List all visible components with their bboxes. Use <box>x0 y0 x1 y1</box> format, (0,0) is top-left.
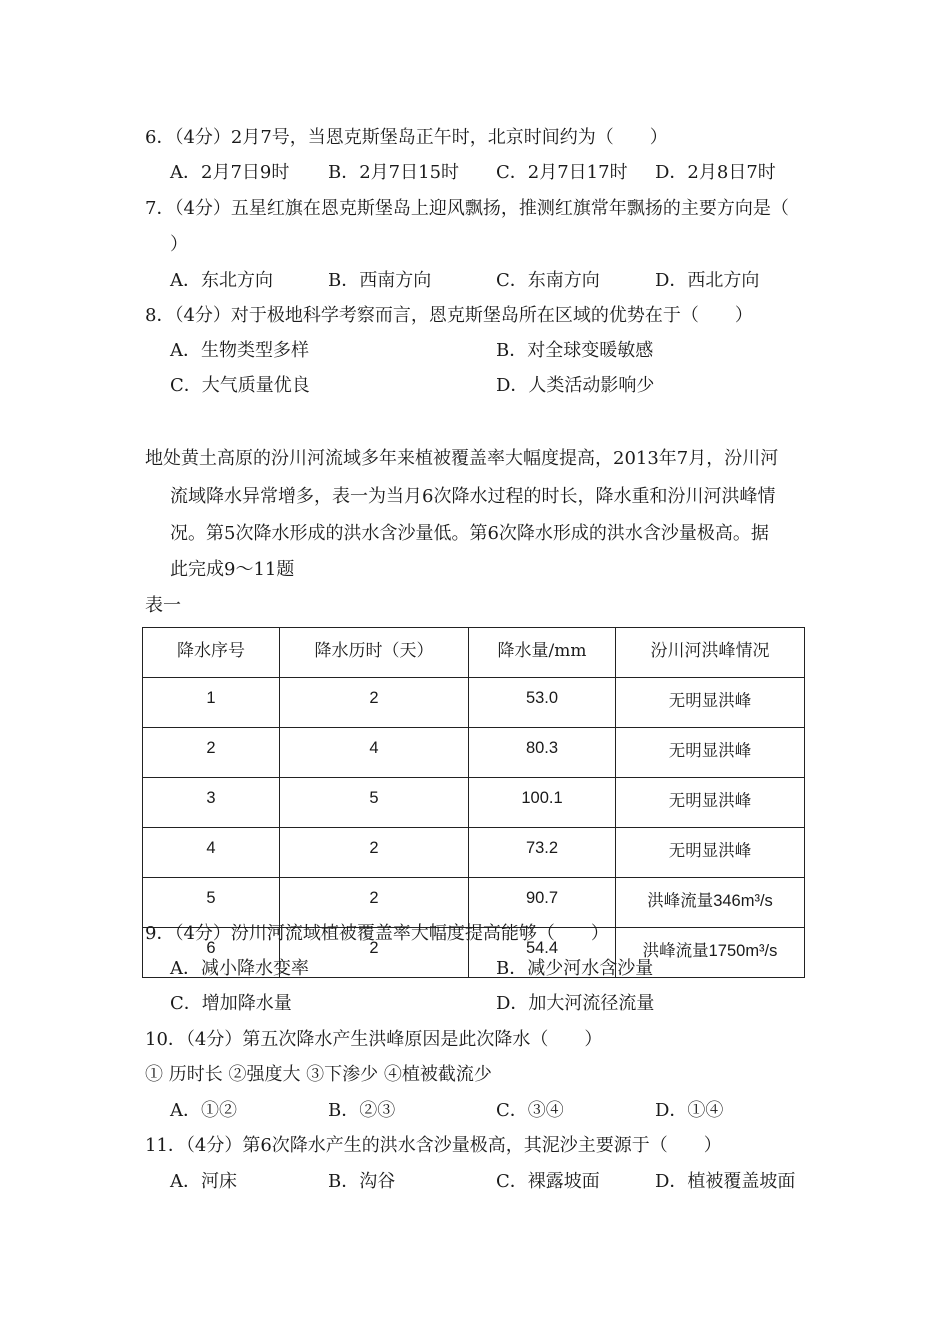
question-10-choices: ① 历时长 ②强度大 ③下渗少 ④植被截流少 <box>145 1064 492 1085</box>
table-cell: 2 <box>280 878 469 928</box>
table-cell: 2 <box>280 678 469 728</box>
q11-option-a: A．河床 <box>170 1171 237 1192</box>
table-row <box>143 828 805 878</box>
table-row <box>143 678 805 728</box>
table-cell: 53.0 <box>469 678 616 728</box>
q11-option-d: D．植被覆盖坡面 <box>655 1171 796 1192</box>
table-cell: 80.3 <box>469 728 616 778</box>
q10-option-c: C．③④ <box>496 1100 564 1121</box>
table-header-row <box>143 628 805 678</box>
intro-paragraph-line-3: 况。第5次降水形成的洪水含沙量低。第6次降水形成的洪水含沙量极高。据 <box>170 523 769 544</box>
q6-option-b: B．2月7日15时 <box>328 162 460 183</box>
q8-option-c: C．大气质量优良 <box>170 375 310 396</box>
q10-option-a: A．①② <box>170 1100 237 1121</box>
table-cell: 54.4 <box>469 928 616 978</box>
question-8-stem: 8．（4分）对于极地科学考察而言，恩克斯堡岛所在区域的优势在于（ ） <box>145 305 753 326</box>
q8-option-a: A．生物类型多样 <box>170 340 309 361</box>
table-row <box>143 878 805 928</box>
table-caption: 表一 <box>145 595 181 616</box>
question-6-stem: 6．（4分）2月7号，当恩克斯堡岛正午时，北京时间约为（ ） <box>145 127 668 148</box>
table-cell: 4 <box>143 828 280 878</box>
table-cell: 6 <box>143 928 280 978</box>
q9-option-b: B．减少河水含沙量 <box>496 958 654 979</box>
table-cell: 4 <box>280 728 469 778</box>
table-cell: 3 <box>143 778 280 828</box>
q8-option-b: B．对全球变暖敏感 <box>496 340 654 361</box>
header-cell: 降水序号 <box>143 628 280 678</box>
q7-option-c: C．东南方向 <box>496 270 600 291</box>
table-cell: 无明显洪峰 <box>616 778 805 828</box>
question-10-stem: 10．（4分）第五次降水产生洪峰原因是此次降水（ ） <box>145 1029 603 1050</box>
intro-paragraph-line-4: 此完成9～11题 <box>170 559 295 580</box>
table-cell: 无明显洪峰 <box>616 728 805 778</box>
table-cell: 洪峰流量1750m³/s <box>616 928 805 978</box>
q6-option-a: A．2月7日9时 <box>170 162 290 183</box>
q6-option-c: C．2月7日17时 <box>496 162 628 183</box>
header-cell: 汾川河洪峰情况 <box>616 628 805 678</box>
table-cell: 无明显洪峰 <box>616 678 805 728</box>
q7-option-b: B．西南方向 <box>328 270 432 291</box>
header-cell: 降水历时（天） <box>280 628 469 678</box>
question-7-stem-cont: ） <box>170 234 188 255</box>
question-9-stem: 9．（4分）汾川河流域植被覆盖率大幅度提高能够（ ） <box>145 923 609 944</box>
q6-option-d: D．2月8日7时 <box>655 162 776 183</box>
table-cell: 100.1 <box>469 778 616 828</box>
table-cell: 73.2 <box>469 828 616 878</box>
q11-option-c: C．裸露坡面 <box>496 1171 600 1192</box>
q7-option-a: A．东北方向 <box>170 270 273 291</box>
q10-option-b: B．②③ <box>328 1100 396 1121</box>
table-cell: 无明显洪峰 <box>616 828 805 878</box>
table-cell: 2 <box>280 828 469 878</box>
table-cell: 5 <box>280 778 469 828</box>
q7-option-d: D．西北方向 <box>655 270 760 291</box>
table-cell: 2 <box>143 728 280 778</box>
q9-option-a: A．减小降水变率 <box>170 958 309 979</box>
table-row <box>143 728 805 778</box>
table-cell: 洪峰流量346m³/s <box>616 878 805 928</box>
q8-option-d: D．人类活动影响少 <box>496 375 655 396</box>
intro-paragraph-line-2: 流域降水异常增多，表一为当月6次降水过程的时长，降水重和汾川河洪峰情 <box>170 486 776 507</box>
intro-paragraph-line-1: 地处黄土高原的汾川河流域多年来植被覆盖率大幅度提高，2013年7月，汾川河 <box>145 448 779 469</box>
header-cell: 降水量/mm <box>469 628 616 678</box>
q10-option-d: D．①④ <box>655 1100 724 1121</box>
table-cell: 1 <box>143 678 280 728</box>
q9-option-c: C．增加降水量 <box>170 993 292 1014</box>
q11-option-b: B．沟谷 <box>328 1171 396 1192</box>
table-cell: 5 <box>143 878 280 928</box>
q9-option-d: D．加大河流径流量 <box>496 993 655 1014</box>
table-cell: 90.7 <box>469 878 616 928</box>
question-11-stem: 11．（4分）第6次降水产生的洪水含沙量极高，其泥沙主要源于（ ） <box>145 1135 722 1156</box>
table-row <box>143 778 805 828</box>
question-7-stem: 7．（4分）五星红旗在恩克斯堡岛上迎风飘扬，推测红旗常年飘扬的主要方向是（ <box>145 198 789 219</box>
table-cell: 2 <box>280 928 469 978</box>
